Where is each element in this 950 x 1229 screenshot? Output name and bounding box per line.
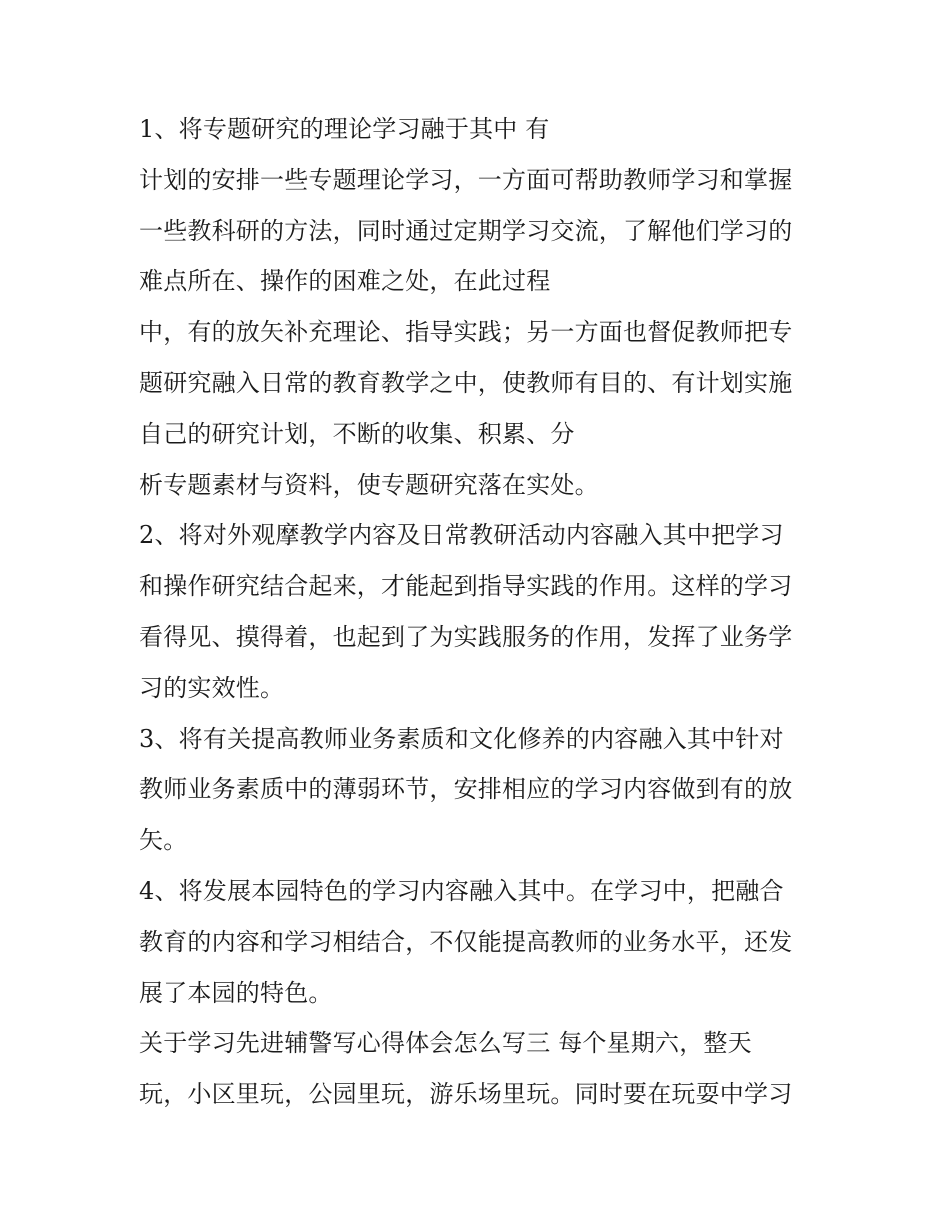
text-line: 和操作研究结合起来，才能起到指导实践的作用。这样的学习 — [139, 572, 793, 601]
text-line: 展了本园的特色。 — [139, 978, 333, 1007]
text-line: 习的实效性。 — [139, 673, 285, 702]
text-line: 难点所在、操作的困难之处，在此过程 — [139, 267, 551, 296]
text-line: 题研究融入日常的教育教学之中，使教师有目的、有计划实施 — [139, 368, 793, 397]
text-line: 玩，小区里玩，公园里玩，游乐场里玩。同时要在玩耍中学习 — [139, 1080, 793, 1109]
text-line: 计划的安排一些专题理论学习，一方面可帮助教师学习和掌握 — [139, 165, 793, 194]
text-line: 2、将对外观摩教学内容及日常教研活动内容融入其中把学习 — [139, 521, 784, 550]
text-line: 关于学习先进辅警写心得体会怎么写三 每个星期六，整天 — [139, 1029, 752, 1058]
text-line: 一些教科研的方法，同时通过定期学习交流，了解他们学习的 — [139, 216, 793, 245]
text-line: 教师业务素质中的薄弱环节，安排相应的学习内容做到有的放 — [139, 775, 793, 804]
text-line: 3、将有关提高教师业务素质和文化修养的内容融入其中针对 — [139, 724, 784, 753]
text-line: 矢。 — [139, 826, 188, 855]
text-line: 1、将专题研究的理论学习融于其中 有 — [139, 115, 550, 143]
text-line: 看得见、摸得着，也起到了为实践服务的作用，发挥了业务学 — [139, 622, 793, 651]
text-line: 4、将发展本园特色的学习内容融入其中。在学习中，把融合 — [139, 876, 784, 905]
text-line: 析专题素材与资料，使专题研究落在实处。 — [139, 470, 599, 499]
body-text — [139, 110, 829, 1126]
text-line: 中，有的放矢补充理论、指导实践；另一方面也督促教师把专 — [139, 318, 793, 347]
text-line: 教育的内容和学习相结合，不仅能提高教师的业务水平，还发 — [139, 927, 793, 956]
text-line: 自己的研究计划，不断的收集、积累、分 — [139, 419, 575, 448]
